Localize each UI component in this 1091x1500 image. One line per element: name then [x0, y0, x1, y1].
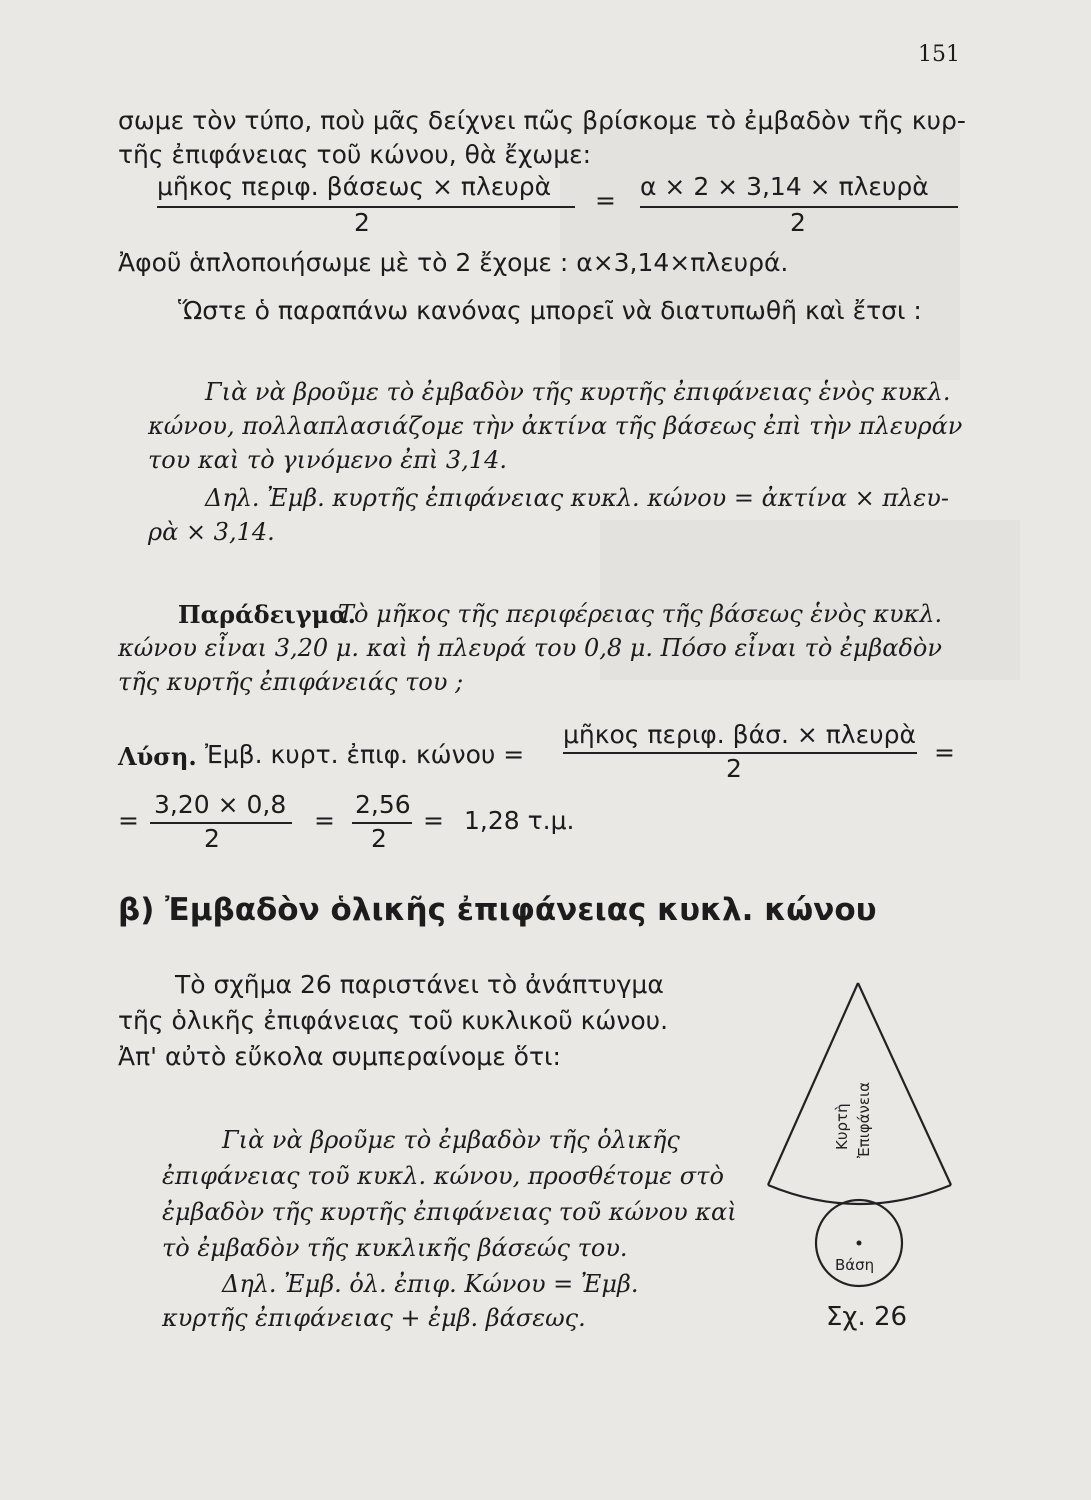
formula-numerator: μῆκος περιφ. βάσ. × πλευρὰ — [563, 720, 916, 749]
equals-sign: = — [118, 806, 139, 835]
section-heading: β) Ἐμβαδὸν ὁλικῆς ἐπιφάνειας κυκλ. κώνου — [118, 892, 877, 928]
rule-line: του καὶ τὸ γινόμενο ἐπὶ 3,14. — [148, 446, 507, 474]
curved-surface-label: Ἐπιφάνεια — [855, 1081, 873, 1158]
equals-sign: = — [934, 738, 955, 767]
formula-denominator: 2 — [204, 824, 220, 853]
solution-label: Λύση. — [118, 742, 197, 771]
sector-edge-left — [768, 983, 858, 1185]
section-line: Τὸ σχῆμα 26 παριστάνει τὸ ἀνάπτυγμα — [175, 970, 664, 999]
paragraph-line: Ὥστε ὁ παραπάνω κανόνας μπορεῖ νὰ διατυπωθῆ καὶ ἔτσι : — [178, 296, 922, 325]
rule-line: τὸ ἐμβαδὸν τῆς κυκλικῆς βάσεώς του. — [162, 1234, 628, 1262]
base-center-dot — [857, 1241, 862, 1246]
paragraph-line: Ἀφοῦ ἁπλοποιήσωμε μὲ τὸ 2 ἔχομε : α×3,14×πλευρά. — [118, 248, 789, 277]
curved-surface-label: Κυρτὴ — [833, 1103, 851, 1150]
paragraph-line: τῆς ἐπιφάνειας τοῦ κώνου, θὰ ἔχωμε: — [118, 140, 592, 169]
formula-numerator: 2,56 — [355, 790, 411, 819]
cone-net-figure — [755, 975, 970, 1305]
formula-numerator: α × 2 × 3,14 × πλευρὰ — [640, 172, 929, 201]
example-label: Παράδειγμα. — [178, 600, 357, 629]
example-line: τῆς κυρτῆς ἐπιφάνειάς του ; — [118, 668, 464, 696]
rule-line: Γιὰ νὰ βροῦμε τὸ ἐμβαδὸν τῆς κυρτῆς ἐπιφάνειας ἑνὸς κυκλ. — [205, 378, 951, 406]
page-number: 151 — [918, 42, 960, 67]
rule-line: Γιὰ νὰ βροῦμε τὸ ἐμβαδὸν τῆς ὁλικῆς — [222, 1126, 680, 1154]
formula-denominator: 2 — [726, 754, 742, 783]
formula-denominator: 2 — [371, 824, 387, 853]
equals-sign: = — [314, 806, 335, 835]
rule-line: κώνου, πολλαπλασιάζομε τὴν ἀκτίνα τῆς βάσεως ἐπὶ τὴν πλευράν — [148, 412, 963, 440]
formula-numerator: μῆκος περιφ. βάσεως × πλευρὰ — [157, 172, 552, 201]
rule-line: Δηλ. Ἐμβ. ὁλ. ἐπιφ. Κώνου = Ἐμβ. — [222, 1270, 639, 1298]
rule-line: ἐπιφάνειας τοῦ κυκλ. κώνου, προσθέτομε στὸ — [162, 1162, 724, 1190]
formula-numerator: 3,20 × 0,8 — [154, 790, 287, 819]
paragraph-line: σωμε τὸν τύπο, ποὺ μᾶς δείχνει πῶς βρίσκομε τὸ ἐμβαδὸν τῆς κυρ- — [118, 106, 966, 135]
rule-line: κυρτῆς ἐπιφάνειας + ἐμβ. βάσεως. — [162, 1304, 586, 1332]
section-line: Ἀπ' αὐτὸ εὔκολα συμπεραίνομε ὅτι: — [118, 1042, 561, 1071]
formula-denominator: 2 — [354, 208, 370, 237]
equals-sign: = — [423, 806, 444, 835]
formula-denominator: 2 — [790, 208, 806, 237]
sector-arc — [768, 1185, 951, 1204]
fraction-bar — [150, 822, 292, 824]
solution-text: Ἐμβ. κυρτ. ἐπιφ. κώνου = — [205, 740, 525, 769]
base-label: Βάση — [835, 1256, 875, 1274]
rule-line: ἐμβαδὸν τῆς κυρτῆς ἐπιφάνειας τοῦ κώνου καὶ — [162, 1198, 737, 1226]
solution-result: 1,28 τ.μ. — [464, 806, 575, 835]
rule-line: Δηλ. Ἐμβ. κυρτῆς ἐπιφάνειας κυκλ. κώνου = ἀκτίνα × πλευ- — [205, 484, 949, 512]
rule-line: ρὰ × 3,14. — [148, 518, 275, 546]
example-line: κώνου εἶναι 3,20 μ. καὶ ἡ πλευρά του 0,8 μ. Πόσο εἶναι τὸ ἐμβαδὸν — [118, 634, 942, 662]
figure-caption: Σχ. 26 — [826, 1302, 908, 1332]
equals-sign: = — [595, 186, 616, 215]
example-line: Τὸ μῆκος τῆς περιφέρειας τῆς βάσεως ἑνὸς κυκλ. — [338, 600, 943, 628]
section-line: τῆς ὁλικῆς ἐπιφάνειας τοῦ κυκλικοῦ κώνου. — [118, 1006, 669, 1035]
